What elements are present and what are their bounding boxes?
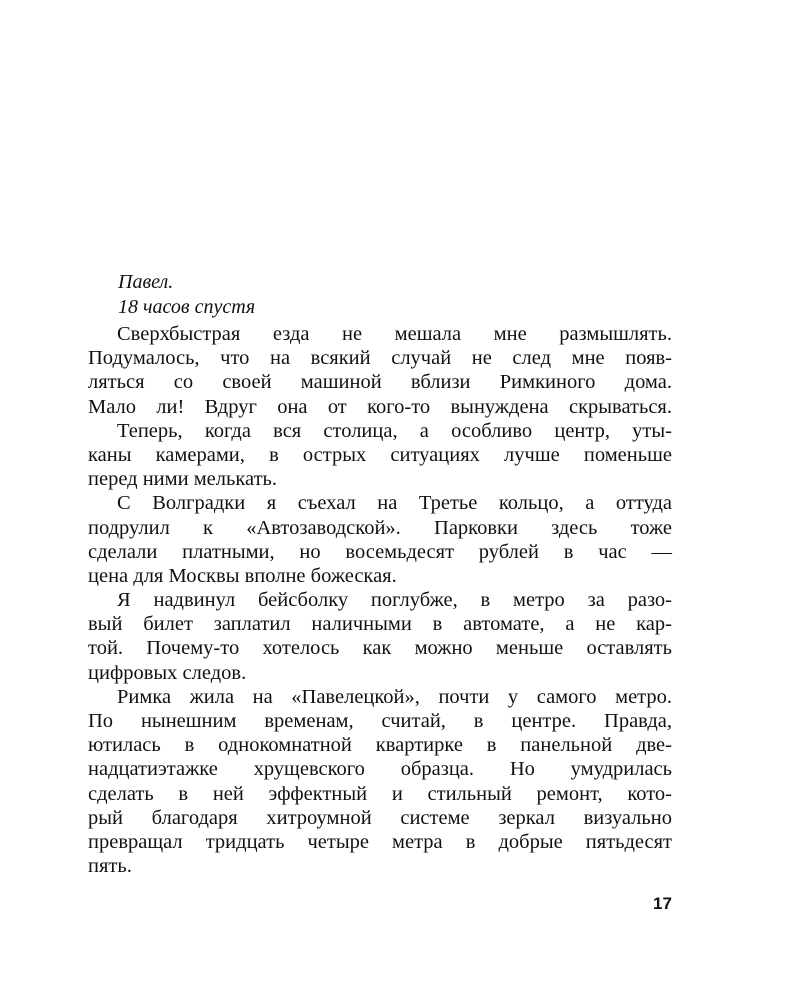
text-line: каны камерами, в острых ситуациях лучше поменьше (88, 443, 672, 466)
text-line: подрулил к «Автозаводской». Парковки здесь тоже (88, 516, 672, 539)
text-line: Римка жила на «Павелецкой», почти у самого метро. (117, 685, 672, 708)
text-line: С Волградки я съехал на Третье кольцо, а оттуда (117, 492, 672, 515)
text-line: Сверхбыстрая езда не мешала мне размышлять. (117, 323, 672, 345)
text-line: перед ними мелькать. (88, 468, 278, 491)
body-text (88, 322, 672, 878)
text-line: цифровых следов. (88, 661, 247, 684)
paragraph (88, 685, 672, 879)
heading-character: Павел. (118, 271, 174, 293)
chapter-heading (118, 270, 255, 320)
text-line: Теперь, когда вся столица, а особливо центр, уты- (117, 419, 672, 442)
paragraph (88, 322, 672, 419)
heading-time: 18 часов спустя (118, 296, 256, 318)
text-line: Я надвинул бейсболку поглубже, в метро за разо- (117, 589, 672, 612)
text-line: вый билет заплатил наличными в автомате, а не кар- (88, 613, 672, 636)
text-line: рый благодаря хитроумной системе зеркал визуально (88, 806, 672, 829)
text-line: пять. (88, 855, 132, 878)
text-line: По нынешним временам, считай, в центре. Правда, (88, 710, 672, 732)
paragraph (88, 588, 672, 685)
text-line: сделать в ней эффектный и стильный ремонт, кото- (88, 782, 672, 805)
text-line: сделали платными, но восемьдесят рублей в час — (88, 540, 672, 563)
text-line: Мало ли! Вдруг она от кого-то вынуждена скрываться. (88, 395, 672, 418)
text-line: ютилась в однокомнатной квартирке в панельной две- (88, 734, 672, 757)
paragraph (88, 419, 672, 492)
page-number: 17 (653, 894, 672, 913)
text-line: цена для Москвы вполне божеская. (88, 564, 397, 587)
text-line: Подумалось, что на всякий случай не след мне появ- (88, 347, 672, 370)
text-line: той. Почему-то хотелось как можно меньше оставлять (88, 637, 672, 660)
text-line: превращал тридцать четыре метра в добрые пятьдесят (88, 830, 672, 853)
paragraph (88, 491, 672, 588)
text-line: надцатиэтажке хрущевского образца. Но умудрилась (88, 758, 672, 781)
text-line: ляться со своей машиной вблизи Римкиного дома. (88, 371, 672, 394)
